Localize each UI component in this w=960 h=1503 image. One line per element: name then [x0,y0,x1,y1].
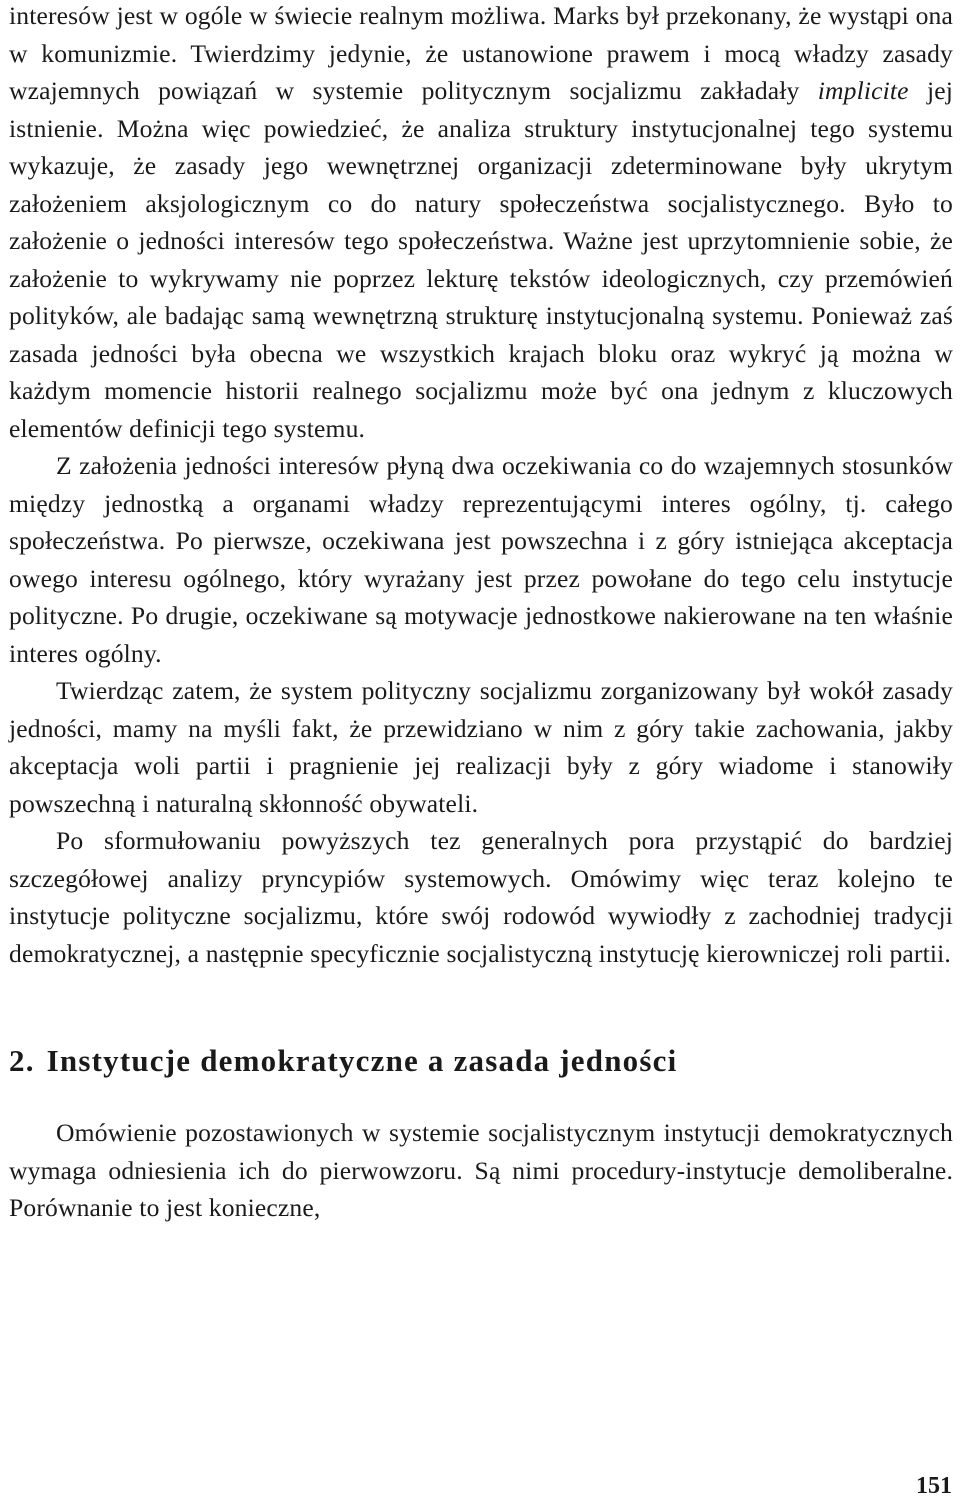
italic-term-implicite: implicite [817,76,909,105]
paragraph-2: Z założenia jedności interesów płyną dwa oczekiwania co do wzajemnych stosunków między jednostką a organami władzy reprezentującymi interes ogólny, tj. całego społeczeństwa. Po pierwsze, oczekiwana jest powszechna i z góry istniejąca akceptacja owego interesu ogólnego, który wyrażany jest przez powołane do tego celu instytucje polityczne. Po drugie, oczekiwane są motywacje jednostkowe nakierowane na ten właśnie interes ogólny. [9,451,953,668]
section-heading [9,1041,953,1081]
document-page [9,0,953,1227]
paragraph-3: Twierdząc zatem, że system polityczny socjalizmu zorganizowany był wokół zasady jedności, mamy na myśli fakt, że przewidziano w nim z góry takie zachowania, jakby akceptacja woli partii i pragnienie jej realizacji były z góry wiadome i stanowiły powszechną i naturalną skłonność obywateli. [9,676,953,818]
paragraph-1-text-end: jej istnienie. Można więc powiedzieć, że analiza struktury instytucjonalnej tego systemu wykazuje, że zasady jego wewnętrznej organizacji zdeterminowane były ukrytym założeniem aksjologicznym co do natury społeczeństwa socjalistycznego. Było to założenie o jedności interesów tego społeczeństwa. Ważne jest uprzytomnienie sobie, że założenie to wykrywamy nie poprzez lekturę tekstów ideologicznych, czy przemówień polityków, ale badając samą wewnętrzną strukturę instytucjonalną systemu. Ponieważ zaś zasada jedności była obecna we wszystkich krajach bloku oraz wykryć ją można w każdym momencie historii realnego socjalizmu może być ona jednym z kluczowych elementów definicji tego systemu. [9,76,953,443]
paragraph-1 [9,0,953,447]
section-title: Instytucje demokratyczne a zasada jedności [46,1043,678,1078]
paragraph-1-text-start: interesów jest w ogóle w świecie realnym możliwa. Marks był przekonany, że wystąpi ona w komunizmie. Twierdzimy jedynie, że ustanowione prawem i mocą władzy zasady wzajemnych powiązań w systemie politycznym socjalizmu zakładały [9,1,953,105]
section-paragraph: Omówienie pozostawionych w systemie socjalistycznym instytucji demokratycznych wymaga odniesienia ich do pierwowzoru. Są nimi procedury-instytucje demoliberalne. Porównanie to jest konieczne, [9,1118,953,1222]
section-number: 2. [9,1043,35,1078]
paragraph-4: Po sformułowaniu powyższych tez generalnych pora przystąpić do bardziej szczegółowej analizy pryncypiów systemowych. Omówimy więc teraz kolejno te instytucje polityczne socjalizmu, które swój rodowód wywiodły z zachodniej tradycji demokratycznej, a następnie specyficznie socjalistyczną instytucję kierowniczej roli partii. [9,826,953,968]
page-number: 151 [916,1473,952,1499]
